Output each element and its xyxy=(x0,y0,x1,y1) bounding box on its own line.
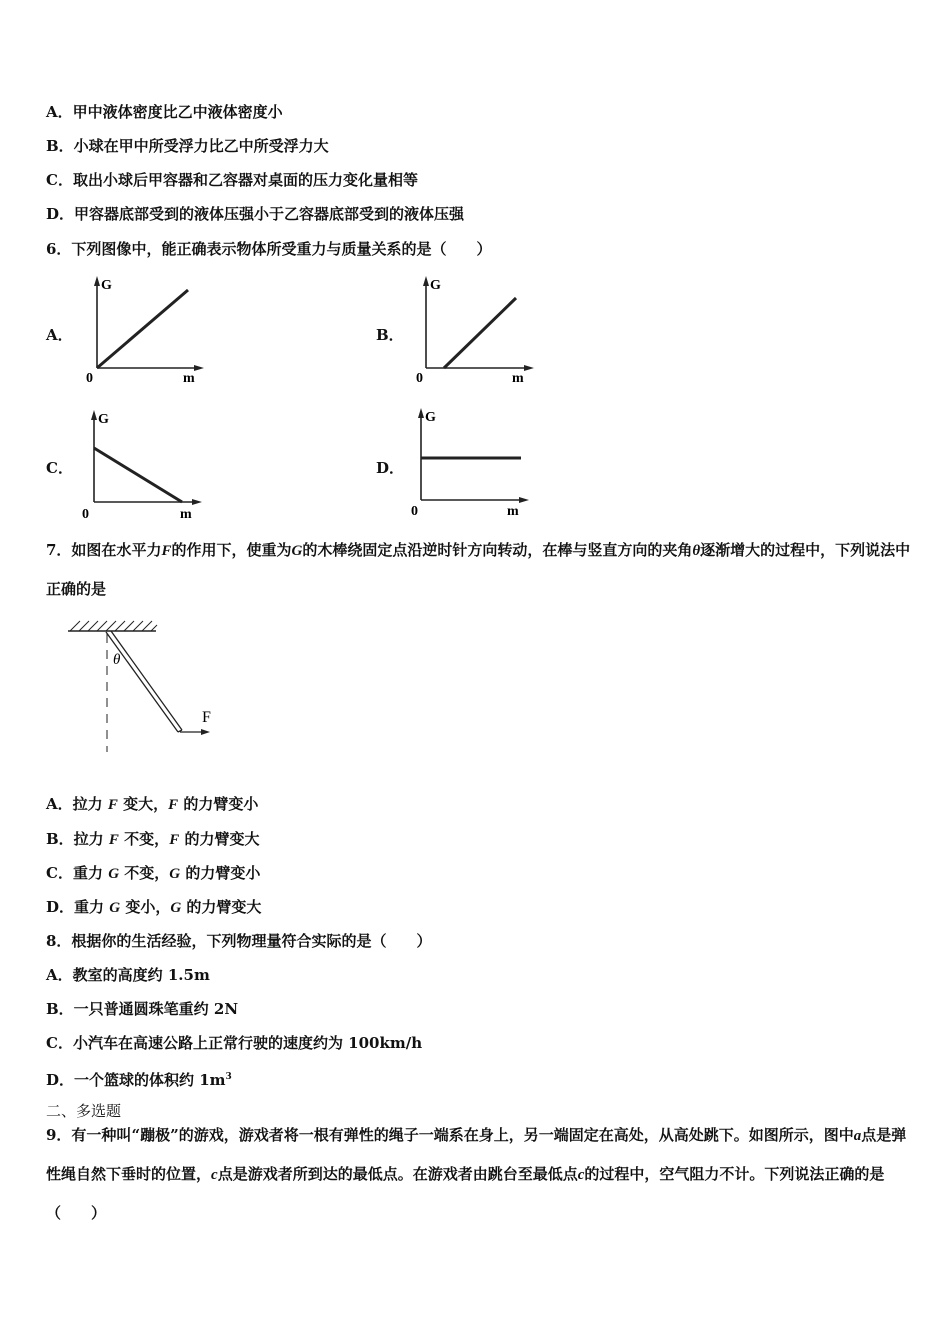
graph-a xyxy=(80,272,210,388)
graph-a-x-arrow xyxy=(194,365,204,371)
section-heading: 二、多选题 xyxy=(46,1102,122,1120)
q5-option-b: B．小球在甲中所受浮力比乙中所受浮力大 xyxy=(46,137,329,155)
q6-label-b: B． xyxy=(376,326,404,344)
q6-label-d: D． xyxy=(376,459,405,477)
graph-c-line xyxy=(94,448,182,502)
graph-d-x-arrow xyxy=(519,497,529,503)
q8-option-b: B．一只普通圆珠笔重约 2N xyxy=(46,1000,239,1018)
force-label: F xyxy=(202,709,211,726)
q8-option-d: D．一个篮球的体积约 $1m^3$ xyxy=(46,1071,232,1089)
graph-b-x-arrow xyxy=(524,365,534,371)
graph-c-y-label: G xyxy=(98,412,109,427)
theta-label: θ xyxy=(113,652,121,668)
graph-d-x-label: m xyxy=(507,504,519,519)
graph-d-origin: 0 xyxy=(411,504,418,519)
q8-option-c: C．小汽车在高速公路上正常行驶的速度约为 100km/h xyxy=(46,1034,423,1052)
rod-edge-right xyxy=(111,631,182,730)
graph-a-line xyxy=(97,290,188,368)
graph-b xyxy=(410,272,540,388)
q7-option-b: B．拉力 F 不变，F 的力臂变大 xyxy=(46,830,260,848)
graph-a-y-label: G xyxy=(101,278,112,293)
graph-d-y-arrow xyxy=(418,408,424,418)
q5-option-c: C．取出小球后甲容器和乙容器对桌面的压力变化量相等 xyxy=(46,171,418,189)
graph-d-y-label: G xyxy=(425,410,436,425)
graph-d xyxy=(405,404,535,520)
ceiling-hatch xyxy=(70,621,157,631)
graph-a-x-label: m xyxy=(183,371,195,386)
graph-c-origin: 0 xyxy=(82,507,89,522)
graph-c-x-arrow xyxy=(192,499,202,505)
q7-option-c: C．重力 G 不变，G 的力臂变小 xyxy=(46,864,261,882)
q7-option-d: D．重力 G 变小，G 的力臂变大 xyxy=(46,898,262,916)
q6-label-a: A． xyxy=(46,326,73,344)
force-arrow-head xyxy=(201,729,210,735)
q5-option-a: A．甲中液体密度比乙中液体密度小 xyxy=(46,103,283,121)
rod-edge-left xyxy=(106,632,178,732)
q7-stem: 7．如图在水平力F的作用下，使重为G的木棒绕固定点沿逆时针方向转动，在棒与竖直方向的夹角θ逐渐增大的过程中，下列说法中正确的是 xyxy=(46,541,911,598)
graph-b-origin: 0 xyxy=(416,371,423,386)
graph-c-y-arrow xyxy=(91,410,97,420)
q9-stem: 9．有一种叫“蹦极”的游戏，游戏者将一根有弹性的绳子一端系在身上，另一端固定在高处，从高处跳下。如图所示，图中a点是弹性绳自然下垂时的位置，c点是游戏者所到达的最低点。在游戏者由跳台至最低点c的过程中，空气阻力不计。下列说法正确的是（ ） xyxy=(46,1126,907,1222)
q7-figure xyxy=(60,612,230,762)
graph-b-y-arrow xyxy=(423,276,429,286)
q5-option-d: D．甲容器底部受到的液体压强小于乙容器底部受到的液体压强 xyxy=(46,205,465,223)
graph-a-y-arrow xyxy=(94,276,100,286)
graph-b-y-label: G xyxy=(430,278,441,293)
q8-stem: 8．根据你的生活经验，下列物理量符合实际的是（ ） xyxy=(46,932,432,950)
graph-b-x-label: m xyxy=(512,371,524,386)
graph-c-x-label: m xyxy=(180,507,192,522)
graph-a-origin: 0 xyxy=(86,371,93,386)
q7-option-a: A．拉力 F 变大，F 的力臂变小 xyxy=(46,795,259,813)
graph-c xyxy=(78,406,208,522)
q6-stem: 6．下列图像中，能正确表示物体所受重力与质量关系的是（ ） xyxy=(46,240,492,258)
q8-option-a: A．教室的高度约 1.5m xyxy=(46,966,210,984)
q6-label-c: C． xyxy=(46,459,73,477)
graph-b-line xyxy=(444,298,516,368)
